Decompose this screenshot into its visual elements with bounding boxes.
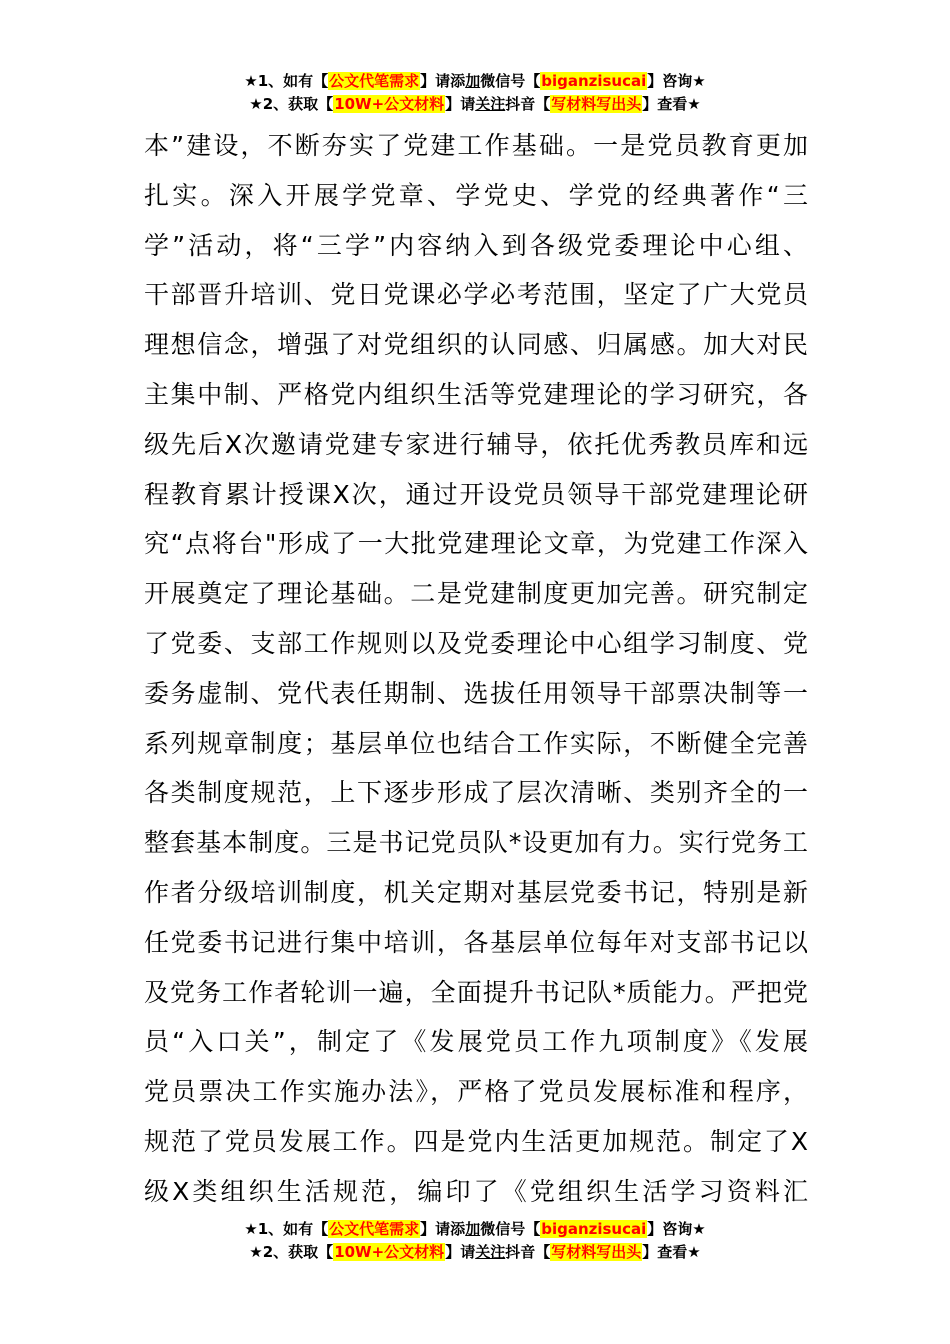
promo-text: ★1、如有【 — [244, 72, 329, 90]
promo-line-2 — [0, 1241, 950, 1264]
promo-text: ★1、如有【 — [244, 1220, 329, 1238]
promo-text: 】请 — [445, 1243, 476, 1261]
promo-highlight: 公文代笔需求 — [329, 1220, 420, 1238]
body-line: 规范了党员发展工作。四是党内生活更加规范。制定了X — [144, 1126, 808, 1156]
body-line: 扎实。深入开展学党章、学党史、学党的经典著作“三 — [144, 180, 808, 210]
body-line: 级先后X次邀请党建专家进行辅导，依托优秀教员库和远 — [144, 429, 808, 459]
body-line: 干部晋升培训、党日党课必学必考范围，坚定了广大党员 — [144, 280, 808, 310]
footer-promo-banner — [0, 1218, 950, 1264]
promo-highlight: 10W+公文材料 — [334, 95, 445, 113]
promo-highlight: 10W+公文材料 — [334, 1243, 445, 1261]
promo-highlight: 公文代笔需求 — [329, 72, 420, 90]
body-line: 学”活动，将“三学”内容纳入到各级党委理论中心组、 — [144, 230, 808, 260]
body-line: 任党委书记进行集中培训，各基层单位每年对支部书记以 — [144, 927, 808, 957]
promo-line-2 — [0, 93, 950, 116]
promo-text: 】请添 — [420, 72, 466, 90]
promo-line-1 — [0, 70, 950, 93]
document-body — [144, 121, 808, 1217]
promo-underlined-text: 关注 — [475, 1243, 506, 1261]
body-line: 作者分级培训制度，机关定期对基层党委书记，特别是新 — [144, 877, 808, 907]
promo-text: 】请添 — [420, 1220, 466, 1238]
body-line: 主集中制、严格党内组织生活等党建理论的学习研究，各 — [144, 379, 808, 409]
promo-underlined-text: 关注 — [475, 95, 506, 113]
promo-douyin-name: 写材料写出头 — [551, 1243, 642, 1261]
promo-text: 微信号【 — [480, 1220, 541, 1238]
body-line: 整套基本制度。三是书记党员队*设更加有力。实行党务工 — [144, 828, 808, 858]
body-line: 开展奠定了理论基础。二是党建制度更加完善。研究制定 — [144, 579, 808, 609]
promo-text: 】请 — [445, 95, 476, 113]
promo-text: ★2、获取【 — [249, 1243, 334, 1261]
promo-text: 】咨询★ — [647, 72, 706, 90]
promo-text: 微信号【 — [480, 72, 541, 90]
body-line: 及党务工作者轮训一遍，全面提升书记队*质能力。严把党 — [144, 977, 808, 1007]
body-line: 各类制度规范，上下逐步形成了层次清晰、类别齐全的一 — [144, 778, 808, 808]
body-line: 理想信念，增强了对党组织的认同感、归属感。加大对民 — [144, 330, 808, 360]
promo-underlined-text: 加 — [465, 72, 481, 90]
promo-line-1 — [0, 1218, 950, 1241]
promo-text: ★2、获取【 — [249, 95, 334, 113]
promo-wechat-id: biganzisucai — [541, 1220, 647, 1238]
promo-underlined-text: 加 — [465, 1220, 481, 1238]
promo-text: 】查看★ — [642, 95, 701, 113]
promo-text: 】咨询★ — [647, 1220, 706, 1238]
header-promo-banner — [0, 70, 950, 116]
promo-wechat-id: biganzisucai — [541, 72, 647, 90]
body-line: 本”建设，不断夯实了党建工作基础。一是党员教育更加 — [144, 131, 808, 160]
body-line: 究“点将台"形成了一大批党建理论文章，为党建工作深入 — [144, 529, 808, 559]
promo-text: 】查看★ — [642, 1243, 701, 1261]
body-line: 程教育累计授课X次，通过开设党员领导干部党建理论研 — [144, 479, 808, 509]
body-line: 系列规章制度；基层单位也结合工作实际，不断健全完善 — [144, 728, 808, 758]
promo-douyin-name: 写材料写出头 — [551, 95, 642, 113]
promo-text: 抖音【 — [505, 1243, 551, 1261]
body-line: 员“入口关”，制定了《发展党员工作九项制度》《发展 — [144, 1027, 808, 1057]
body-line: 党员票决工作实施办法》，严格了党员发展标准和程序， — [144, 1077, 808, 1107]
body-line: 了党委、支部工作规则以及党委理论中心组学习制度、党 — [144, 628, 808, 658]
promo-text: 抖音【 — [505, 95, 551, 113]
body-line: 级X类组织生活规范，编印了《党组织生活学习资料汇 — [144, 1176, 808, 1206]
body-line: 委务虚制、党代表任期制、选拔任用领导干部票决制等一 — [144, 678, 808, 708]
